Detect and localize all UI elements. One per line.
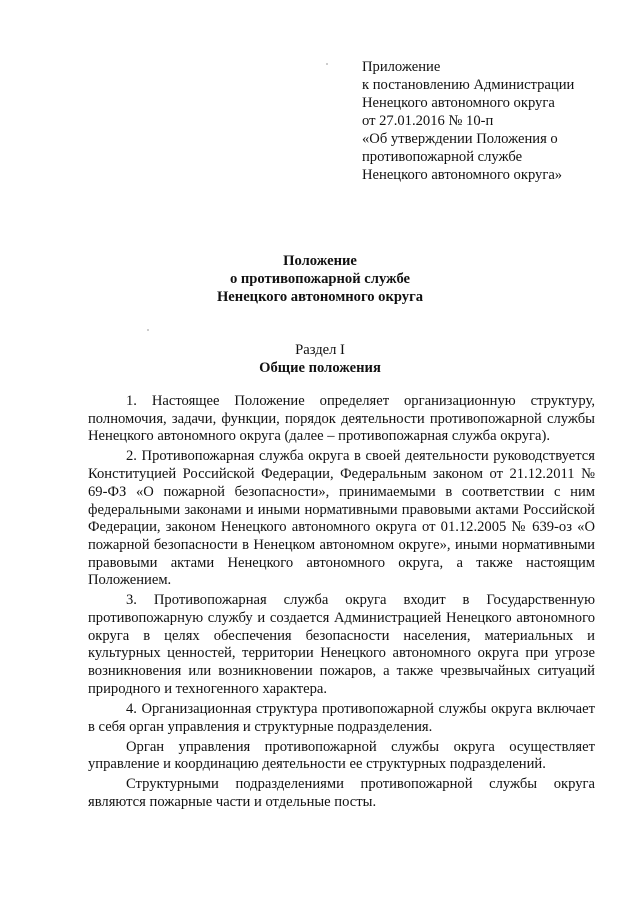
- section-number: Раздел I: [295, 342, 345, 358]
- appendix-line: «Об утверждении Положения о: [362, 131, 558, 147]
- document-title-line: Положение: [283, 253, 357, 269]
- paragraph: Орган управления противопожарной службы округа осуществляет управление и координацию деятельности ее структурных подразделений.: [88, 738, 595, 773]
- document-body: [88, 393, 595, 814]
- appendix-line: противопожарной службе: [362, 149, 523, 165]
- document-title: [0, 252, 640, 306]
- section-name: Общие положения: [259, 360, 381, 376]
- paragraph: 4. Организационная структура противопожарной службы округа включает в себя орган управления и структурные подразделения.: [88, 700, 595, 735]
- section-heading: [0, 341, 640, 377]
- appendix-line: Ненецкого автономного округа: [362, 95, 555, 111]
- appendix-line: Ненецкого автономного округа»: [362, 167, 563, 183]
- document-title-line: Ненецкого автономного округа: [216, 289, 424, 305]
- appendix-line: Приложение: [362, 59, 441, 75]
- paragraph: Структурными подразделениями противопожарной службы округа являются пожарные части и отдельные посты.: [88, 776, 595, 810]
- paragraph: 2. Противопожарная служба округа в своей деятельности руководствуется Конституцией Российской Федерации, Федеральным законом от 21.12.2011 № 69-ФЗ «О пожарной безопасности», принимаемыми в соответствии с ним федеральными законами и иными нормативными правовыми актами Российской Федерации, законом Ненецкого автономного округа от 01.12.2005 № 639-оз «О пожарной безопасности в Ненецком автономном округе», иными нормативными правовыми актами Ненецкого автономного округа, а также настоящим Положением.: [88, 448, 595, 589]
- appendix-line: от 27.01.2016 № 10-п: [362, 113, 494, 129]
- document-title-line: о противопожарной службе: [229, 271, 411, 287]
- appendix-line: к постановлению Администрации: [362, 77, 575, 93]
- scan-artifact: [326, 63, 328, 65]
- scan-artifact: [147, 329, 149, 331]
- paragraph: 3. Противопожарная служба округа входит в Государственную противопожарную службу и создается Администрацией Ненецкого автономного округа в целях обеспечения безопасности населения, материальных и культурных ценностей, территории Ненецкого автономного округа при угрозе возникновения или возникновении пожаров, а также чрезвычайных ситуаций природного и техногенного характера.: [88, 592, 595, 697]
- appendix-header: [362, 58, 612, 184]
- paragraph: 1. Настоящее Положение определяет организационную структуру, полномочия, задачи, функции, порядок деятельности противопожарной службы Ненецкого автономного округа (далее – противопожарная служба округа).: [88, 393, 595, 445]
